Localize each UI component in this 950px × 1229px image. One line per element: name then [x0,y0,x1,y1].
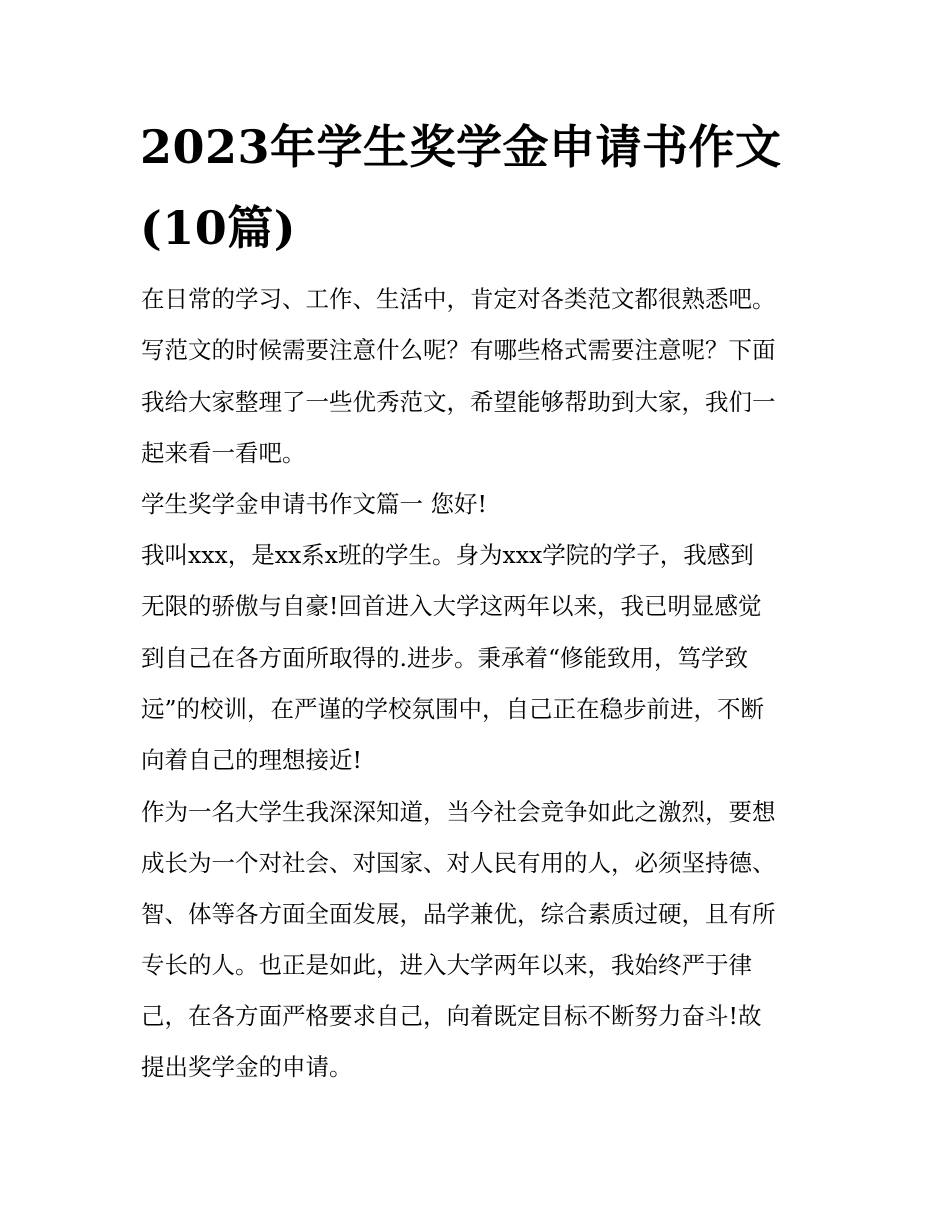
section-heading-line: 学生奖学金申请书作文篇一 您好! [141,490,487,518]
document-title-line-2: (10篇) [140,201,297,255]
body-text-line: 向着自己的理想接近! [141,746,362,774]
body-text-line: 提出奖学金的申请。 [141,1053,353,1081]
body-text-line: 智、体等各方面全面发展，品学兼优，综合素质过硬，且有所 [141,900,776,928]
body-text-line: 写范文的时候需要注意什么呢？有哪些格式需要注意呢？下面 [141,336,776,364]
body-text-line: 起来看一看吧。 [141,439,306,467]
body-text-line: 到自己在各方面所取得的.进步。秉承着“修能致用，笃学致 [141,644,748,672]
body-text-line: 在日常的学习、工作、生活中，肯定对各类范文都很熟悉吧。 [141,285,776,313]
body-text-line: 远”的校训，在严谨的学校氛围中，自己正在稳步前进，不断 [141,695,765,723]
body-text-line: 我叫xxx，是xx系x班的学生。身为xxx学院的学子，我感到 [141,541,754,569]
body-text-line: 专长的人。也正是如此，进入大学两年以来，我始终严于律 [141,951,752,979]
document-title-line-1: 2023年学生奖学金申请书作文 [140,120,782,174]
body-text-line: 己，在各方面严格要求自己，向着既定目标不断努力奋斗!故 [141,1002,762,1030]
body-text-line: 我给大家整理了一些优秀范文，希望能够帮助到大家，我们一 [141,388,776,416]
body-text-line: 无限的骄傲与自豪!回首进入大学这两年以来，我已明显感觉 [141,592,762,620]
body-text-line: 作为一名大学生我深深知道，当今社会竞争如此之激烈，要想 [141,798,776,826]
body-text-line: 成长为一个对社会、对国家、对人民有用的人，必须坚持德、 [141,849,776,877]
